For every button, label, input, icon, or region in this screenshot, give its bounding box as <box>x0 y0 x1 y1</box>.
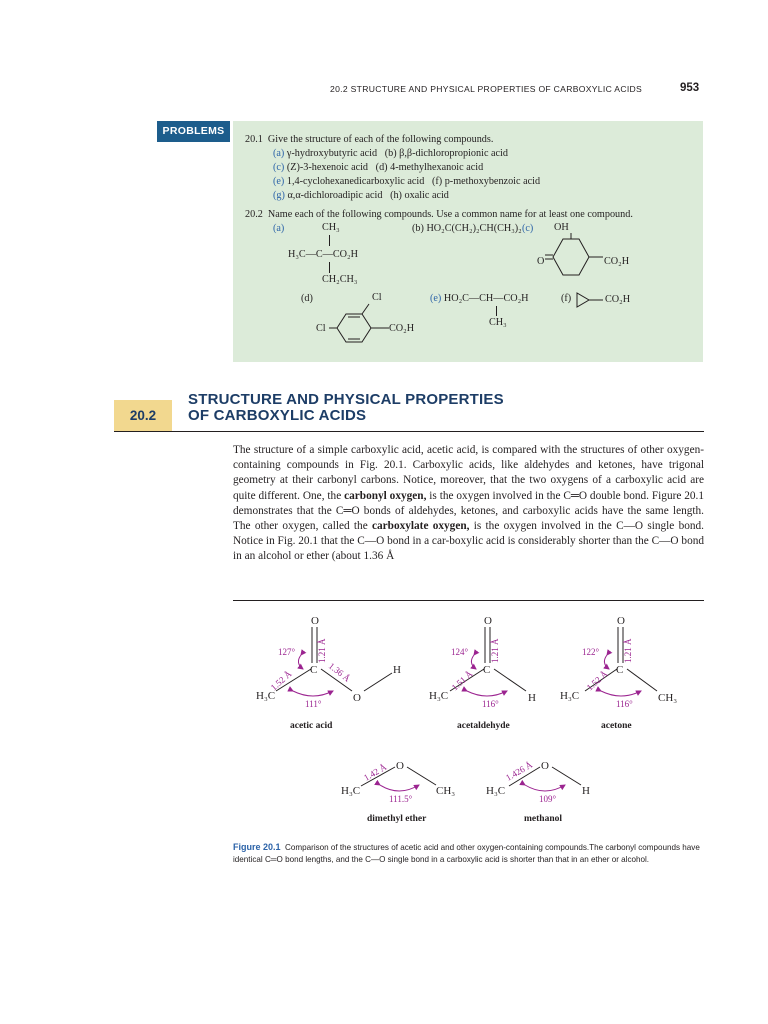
running-head: 20.2 STRUCTURE AND PHYSICAL PROPERTIES OF CARBOXYLIC ACIDS <box>330 84 643 94</box>
cc-length: 1.52 Å <box>584 668 610 693</box>
problem-number: 20.1 <box>245 134 263 145</box>
c-o-length: 1.36 Å <box>326 660 353 684</box>
item-label: (g) <box>273 190 285 201</box>
section-rule <box>114 431 704 432</box>
bond-line <box>329 235 330 246</box>
figure-caption <box>233 841 704 867</box>
struct-e-formula: HO₂C—CH—CO₂H <box>443 293 529 304</box>
item-label: (d) <box>375 162 388 173</box>
compound-name: methanol <box>524 814 562 824</box>
problem-number: 20.2 <box>245 209 263 220</box>
figure-label: Figure 20.1 <box>233 842 281 852</box>
item-label: (b) <box>384 148 397 159</box>
cyclohexane-ring <box>543 233 609 289</box>
atom-c: C <box>483 664 491 676</box>
angle-bottom: 116° <box>616 699 633 709</box>
struct-a-main: H₃C—C—CO₂H <box>288 249 358 260</box>
struct-d-cl-left: Cl <box>316 323 326 334</box>
term-carbonyl-oxygen: carbonyl oxygen, <box>344 489 427 502</box>
body-text: is the oxygen involved in the C═O double bond. Figure 20.1 demonstrates that the C═O bonds of aldehydes, ketones, and carboxylic acids have the same length. The other oxygen, called the <box>233 489 705 533</box>
struct-d-cl-top: Cl <box>372 292 382 303</box>
atom-h: H <box>528 692 536 704</box>
atom-h3c: H₃C <box>429 690 449 702</box>
problem-text: Give the structure of each of the following compounds. <box>267 134 494 145</box>
atom-o: O <box>353 692 361 704</box>
atom-h3c: H₃C <box>341 785 361 797</box>
section-number: 20.2 <box>114 400 172 431</box>
problem-text: Name each of the following compounds. Use a common name for at least one compound. <box>267 209 633 220</box>
struct-b-formula: HO₂C(CH₂)₂CH(CH₃)₂ <box>426 223 522 234</box>
benzene-ring <box>329 302 391 352</box>
item-text: oxalic acid <box>404 190 449 201</box>
atom-h: H <box>393 664 401 676</box>
item-text: γ-hydroxybutyric acid <box>286 148 378 159</box>
struct-c-o: O <box>537 256 545 267</box>
angle-top: 124° <box>451 647 469 657</box>
struct-e <box>430 293 529 305</box>
acetone-structure <box>560 615 677 731</box>
atom-o: O <box>484 615 492 627</box>
angle: 111.5° <box>389 794 413 804</box>
body-paragraph <box>233 443 704 565</box>
angle: 109° <box>539 794 557 804</box>
item-text: β,β-dichloropropionic acid <box>399 148 508 159</box>
item-label: (e) <box>273 176 285 187</box>
section-title-line2: OF CARBOXYLIC ACIDS <box>188 407 367 424</box>
caption-text: Comparison of the structures of acetic acid and other oxygen-containing compounds.The carbonyl compounds have identical C═O bond lengths, and the C—O single bond in a carboxylic acid is shorter than that in an ether or alcohol. <box>233 843 700 865</box>
struct-b <box>412 223 522 235</box>
acetic-acid-structure <box>256 615 401 731</box>
struct-e-ch3: CH₃ <box>489 317 507 328</box>
page-number: 953 <box>680 82 700 94</box>
methanol-structure <box>486 759 590 824</box>
figure-20-1 <box>233 605 704 830</box>
acetaldehyde-structure <box>429 615 536 731</box>
section-title <box>188 392 504 424</box>
angle-top: 122° <box>582 647 600 657</box>
struct-a-ch3: CH₃ <box>322 222 340 233</box>
struct-f-co2h: CO₂H <box>605 294 631 305</box>
bond-line <box>329 262 330 273</box>
item-text: 4-methylhexanoic acid <box>390 162 484 173</box>
atom-h: H <box>582 785 590 797</box>
co-length: 1.21 Å <box>623 638 633 663</box>
struct-c-oh: OH <box>554 222 569 233</box>
problem-20-2 <box>245 209 633 221</box>
problem-item-row <box>273 176 540 188</box>
label-d: (d) <box>301 293 313 304</box>
atom-o: O <box>617 615 625 627</box>
section-title-line1: STRUCTURE AND PHYSICAL PROPERTIES <box>188 391 504 408</box>
cc-length: 1.51 Å <box>449 668 475 693</box>
item-text: 1,4-cyclohexanedicarboxylic acid <box>286 176 425 187</box>
dimethyl-ether-structure <box>341 760 455 824</box>
angle-top: 127° <box>278 647 296 657</box>
struct-d-co2h: CO₂H <box>389 323 415 334</box>
label-b: (b) <box>412 223 424 234</box>
label-a: (a) <box>273 223 285 234</box>
co-length: 1.21 Å <box>490 638 500 663</box>
atom-h3c: H₃C <box>256 690 276 702</box>
atom-h3c: H₃C <box>560 690 580 702</box>
angle-bottom: 111° <box>305 699 322 709</box>
atom-o: O <box>396 760 404 772</box>
problem-20-1 <box>245 134 493 146</box>
term-carboxylate-oxygen: carboxylate oxygen, <box>371 520 470 533</box>
atom-c: C <box>616 664 624 676</box>
label-f: (f) <box>561 293 572 304</box>
cyclopropane-ring <box>575 291 605 309</box>
atom-ch3: CH₃ <box>658 692 678 704</box>
atom-ch3: CH₃ <box>436 785 456 797</box>
atom-h3c: H₃C <box>486 785 506 797</box>
label-e: (e) <box>430 293 442 304</box>
problem-item-row <box>273 190 449 202</box>
item-label: (c) <box>273 162 285 173</box>
item-text: (Z)-3-hexenoic acid <box>286 162 369 173</box>
figure-top-rule <box>233 600 704 601</box>
item-label: (a) <box>273 148 285 159</box>
problem-item-row <box>273 162 483 174</box>
bond-line <box>496 306 497 316</box>
body-text: The structure of a simple carboxylic acid, acetic acid, is compared with the structures of other oxygen-containing compounds in Fig. 20.1. Carboxylic acids, like aldehydes and ketones, have trigonal geometry at their carbonyl carbons. Notice, moreover, that the two oxygens of a carboxylic acid are quite different. One, the <box>233 444 704 502</box>
item-label: (f) <box>431 176 443 187</box>
co-length: 1.426 Å <box>504 759 535 783</box>
atom-c: C <box>310 664 318 676</box>
problems-tag: PROBLEMS <box>157 121 230 142</box>
atom-o: O <box>541 760 549 772</box>
compound-name: dimethyl ether <box>367 814 427 824</box>
compound-name: acetaldehyde <box>457 721 510 731</box>
struct-a-ethyl: CH₂CH₃ <box>322 274 358 285</box>
label-c: (c) <box>522 223 534 234</box>
cc-length: 1.52 Å <box>268 668 294 693</box>
body-text: is the oxygen involved in the C—O single bond. Notice in Fig. 20.1 that the C—O bond in a car-boxylic acid is considerably shorter than the C—O bond in an alcohol or ether (about 1.36 Å <box>233 520 705 563</box>
problem-item-row <box>273 148 508 160</box>
item-text: p-methoxybenzoic acid <box>444 176 541 187</box>
item-text: α,α-dichloroadipic acid <box>287 190 383 201</box>
compound-name: acetic acid <box>290 721 333 731</box>
struct-c-co2h: CO₂H <box>604 256 630 267</box>
co-length: 1.21 Å <box>317 638 327 663</box>
compound-name: acetone <box>601 721 632 731</box>
problems-box <box>233 121 703 362</box>
angle-bottom: 116° <box>482 699 499 709</box>
atom-o: O <box>311 615 319 627</box>
item-label: (h) <box>390 190 402 201</box>
co-length: 1.42 Å <box>362 761 389 783</box>
